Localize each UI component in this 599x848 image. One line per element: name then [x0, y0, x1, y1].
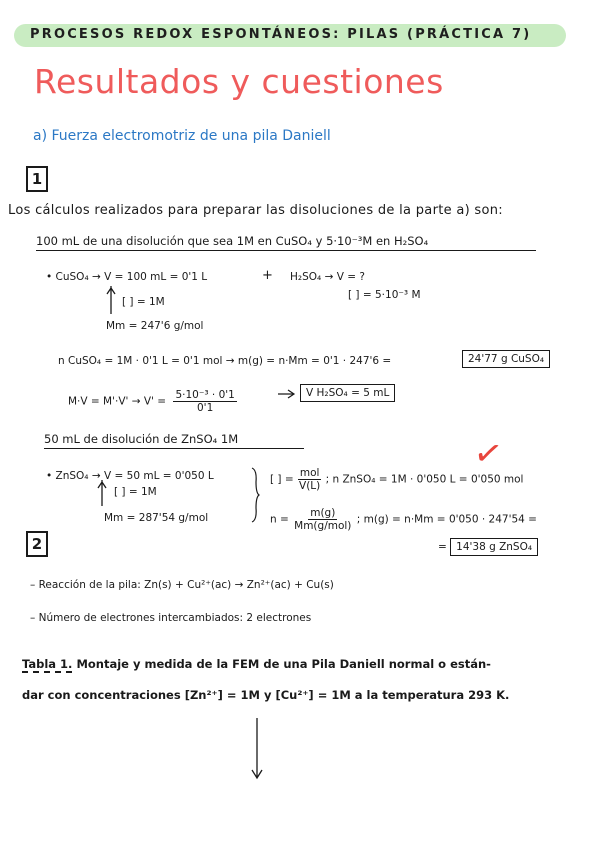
- conc-numerator: mol: [299, 467, 320, 479]
- mass-formula: [270, 507, 537, 532]
- down-arrow-icon: [249, 716, 265, 782]
- dilution-left: M·V = M'·V' → V' =: [68, 395, 167, 408]
- concentration-formula: [270, 467, 523, 492]
- cuso4-mass-result: 24'77 g CuSO₄: [462, 350, 550, 368]
- n-numerator: m(g): [310, 507, 336, 519]
- conc-formula-left: [ ] =: [270, 473, 294, 486]
- table-text-2: dar con concentraciones [Zn²⁺] = 1M y [Cu²⁺] = 1M a la temperatura 293 K.: [22, 688, 510, 702]
- znso4-volume: • ZnSO₄ → V = 50 mL = 0'050 L: [46, 470, 214, 482]
- check-mark-icon: ✓: [470, 431, 506, 477]
- table-label: Tabla 1.: [22, 657, 73, 671]
- h2so4-volume: H₂SO₄ → V = ?: [290, 271, 365, 283]
- heading-cuso4-solution: 100 mL de una disolución que sea 1M en CuSO₄ y 5·10⁻³M en H₂SO₄: [36, 234, 536, 251]
- dilution-denominator: 0'1: [197, 402, 214, 414]
- arrow-to-result: [276, 387, 298, 401]
- conc-formula-right: ; n ZnSO₄ = 1M · 0'050 L = 0'050 mol: [325, 473, 524, 486]
- section-number-1: 1: [26, 166, 48, 192]
- heading-znso4-solution: 50 mL de disolución de ZnSO₄ 1M: [44, 432, 304, 449]
- page-title: Resultados y cuestiones: [34, 62, 444, 101]
- cuso4-volume: • CuSO₄ → V = 100 mL = 0'1 L: [46, 271, 208, 283]
- n-denominator: Mm(g/mol): [294, 520, 352, 532]
- section-subtitle: a) Fuerza electromotriz de una pila Daniell: [33, 128, 331, 144]
- brace-icon: [250, 466, 260, 524]
- cuso4-molar-mass: Mm = 247'6 g/mol: [106, 320, 204, 332]
- table-caption-line1: [22, 657, 491, 671]
- cell-reaction: – Reacción de la pila: Zn(s) + Cu²⁺(ac) → Zn²⁺(ac) + Cu(s): [30, 579, 334, 591]
- h2so4-volume-result: V H₂SO₄ = 5 mL: [300, 384, 395, 402]
- dilution-formula: [68, 389, 237, 414]
- cuso4-concentration: [ ] = 1M: [122, 296, 165, 308]
- conc-fraction: [297, 467, 322, 492]
- section-number-2: 2: [26, 531, 48, 557]
- znso4-mass-result: 14'38 g ZnSO₄: [450, 538, 538, 556]
- electrons-exchanged: – Número de electrones intercambiados: 2 electrones: [30, 612, 312, 624]
- table-text-1: Montaje y medida de la FEM de una Pila Daniell normal o están-: [76, 657, 491, 671]
- dilution-numerator: 5·10⁻³ · 0'1: [175, 389, 235, 401]
- moles-calculation: n CuSO₄ = 1M · 0'1 L = 0'1 mol → m(g) = n·Mm = 0'1 · 247'6 =: [58, 355, 392, 367]
- znso4-molar-mass: Mm = 287'54 g/mol: [104, 512, 209, 524]
- conc-denominator: V(L): [299, 480, 321, 492]
- h2so4-concentration: [ ] = 5·10⁻³ M: [348, 289, 421, 301]
- page-header: PROCESOS REDOX ESPONTÁNEOS: PILAS (PRÁCTICA 7): [30, 27, 532, 42]
- dilution-fraction: [173, 389, 236, 414]
- intro-text: Los cálculos realizados para preparar las disoluciones de la parte a) son:: [8, 203, 503, 218]
- n-fraction: [292, 507, 353, 532]
- zn-result-row: = 14'38 g ZnSO₄: [438, 541, 538, 553]
- n-formula-left: n =: [270, 513, 289, 526]
- m-formula: ; m(g) = n·Mm = 0'050 · 247'54 =: [356, 513, 537, 526]
- plus-sign: +: [262, 268, 273, 283]
- znso4-concentration: [ ] = 1M: [114, 486, 157, 498]
